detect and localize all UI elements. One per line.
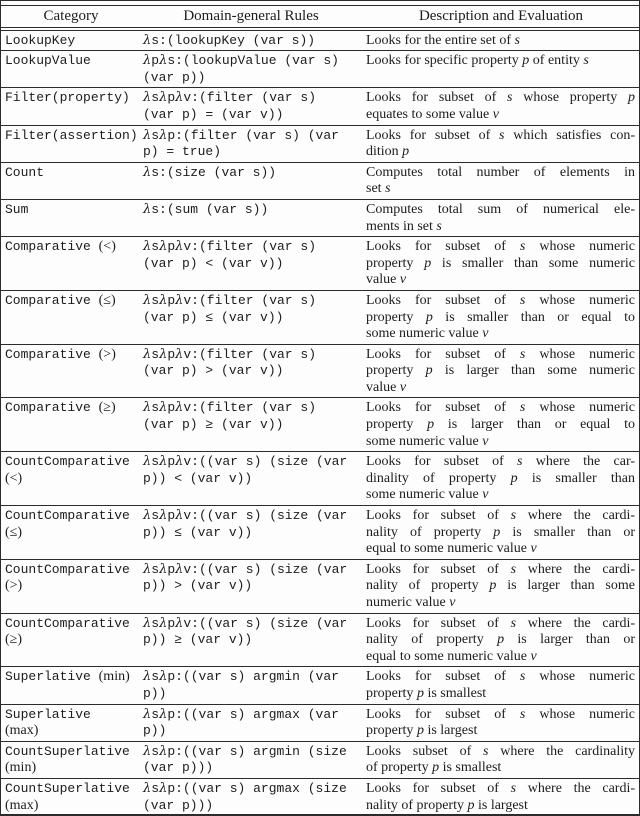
math-var: p: [628, 90, 635, 106]
category-code: CountComparative: [5, 615, 130, 631]
rules-cell: [141, 88, 361, 125]
table-row: [1, 88, 640, 125]
rules-cell: [141, 704, 361, 741]
category-code: Superlative: [5, 669, 91, 685]
math-var: p: [489, 578, 497, 594]
description-line: Looks for the entire set of s: [366, 32, 520, 48]
math-var: v: [482, 326, 489, 342]
lambda-symbol: λ: [143, 239, 152, 255]
description-line: Looks for subset of s whose numeric: [366, 292, 635, 308]
rules-cell: [141, 613, 361, 667]
description-cell: [361, 344, 640, 398]
math-var: s: [507, 90, 513, 106]
rule-line: p)) ≥ (var v)): [143, 632, 253, 648]
table-row: [1, 704, 640, 741]
lambda-symbol: λ: [143, 780, 152, 796]
description-line: value v: [366, 272, 407, 288]
description-line: ments in set s: [366, 218, 442, 234]
rules-cell: [141, 344, 361, 398]
description-cell: [361, 88, 640, 125]
description-line: equal to some numeric value v: [366, 541, 537, 557]
rule-line: λsλpλv:(filter (var s): [143, 292, 316, 308]
description-line: Looks for subset of s where the cardi-: [366, 561, 635, 577]
rules-cell: [141, 162, 361, 199]
lambda-symbol: λ: [143, 743, 152, 759]
table-row: [1, 290, 640, 344]
rule-line: λs:(lookupKey (var s)): [143, 32, 316, 48]
category-code: Superlative: [5, 706, 91, 722]
description-line: equates to some value v: [366, 106, 499, 122]
category-line: [5, 165, 139, 182]
lambda-symbol: λ: [175, 239, 184, 255]
lambda-symbol: λ: [143, 53, 152, 69]
rule-line: p)) > (var v)): [143, 578, 253, 594]
description-line: numeric value v: [366, 595, 456, 610]
rule-line: (var p))): [143, 760, 214, 776]
lambda-symbol: λ: [175, 90, 184, 106]
lambda-symbol: λ: [143, 400, 152, 416]
rules-cell: [141, 778, 361, 815]
category-line: [5, 723, 139, 740]
lambda-symbol: λ: [159, 508, 168, 524]
math-var: s: [483, 743, 489, 759]
math-var: v: [530, 648, 537, 664]
rules-cell: [141, 559, 361, 613]
description-cell: [361, 237, 640, 291]
description-cell: [361, 125, 640, 162]
category-note: (≤): [5, 524, 23, 540]
category-note: (≥): [98, 400, 116, 416]
description-line: nality of property p is larger than some: [366, 578, 635, 594]
math-var: p: [425, 309, 433, 325]
category-cell: [1, 88, 141, 125]
category-line: [5, 578, 139, 595]
category-cell: [1, 667, 141, 704]
rule-line: λsλp:((var s) argmax (var: [143, 706, 339, 722]
category-code: Comparative: [5, 239, 91, 255]
description-line: nality of property p is largest: [366, 797, 528, 813]
rule-line: (var p) > (var v)): [143, 363, 284, 379]
category-code: CountComparative: [5, 454, 130, 470]
table-row: [1, 51, 640, 88]
table-row: [1, 741, 640, 778]
category-code: Filter(assertion): [5, 127, 138, 143]
rule-line: λs:(sum (var s)): [143, 201, 269, 217]
category-line: [5, 508, 139, 525]
math-var: p: [522, 53, 530, 69]
math-var: v: [399, 379, 407, 395]
table-row: [1, 29, 640, 51]
category-cell: [1, 559, 141, 613]
math-var: s: [514, 32, 520, 48]
description-cell: [361, 741, 640, 778]
category-note: (<): [5, 470, 23, 486]
description-line: equal to some numeric value v: [366, 648, 537, 664]
category-cell: [1, 237, 141, 291]
rules-cell: [141, 398, 361, 452]
description-line: Looks for subset of s where the cardi-: [366, 615, 635, 631]
description-cell: [361, 162, 640, 199]
category-line: [5, 454, 139, 471]
col-header-description: Description and Evaluation: [361, 6, 640, 29]
rules-cell: [141, 452, 361, 506]
category-note: (>): [98, 346, 116, 362]
header-row: [1, 6, 640, 29]
lambda-symbol: λ: [159, 346, 168, 362]
description-line: Looks for subset of s whose property p: [366, 90, 635, 106]
table-row: [1, 613, 640, 667]
math-var: s: [436, 218, 442, 234]
category-cell: [1, 452, 141, 506]
table-row: [1, 667, 640, 704]
math-var: s: [583, 53, 589, 69]
category-note: (>): [5, 578, 23, 594]
lambda-symbol: λ: [143, 346, 152, 362]
category-cell: [1, 51, 141, 88]
description-line: value v: [366, 379, 407, 395]
rule-line: (var p) ≥ (var v)): [143, 417, 284, 433]
rules-cell: [141, 125, 361, 162]
category-code: Comparative: [5, 400, 91, 416]
table-row: [1, 778, 640, 815]
description-line: property p is smallest: [366, 685, 487, 701]
lambda-symbol: λ: [159, 90, 168, 106]
rule-line: λsλpλv:(filter (var s): [143, 239, 316, 255]
rules-cell: [141, 506, 361, 560]
math-var: v: [482, 487, 489, 503]
rule-line: (var p) ≤ (var v)): [143, 309, 284, 325]
rules-cell: [141, 237, 361, 291]
description-line: Looks for subset of s whose numeric: [366, 400, 635, 416]
category-note: (max): [5, 723, 39, 739]
category-cell: [1, 704, 141, 741]
lambda-symbol: λ: [143, 127, 152, 143]
category-line: [5, 293, 139, 310]
category-line: [5, 128, 139, 145]
lambda-symbol: λ: [143, 201, 152, 217]
lambda-symbol: λ: [143, 615, 152, 631]
lambda-symbol: λ: [159, 454, 168, 470]
category-line: [5, 760, 139, 777]
description-cell: [361, 704, 640, 741]
category-cell: [1, 398, 141, 452]
math-var: p: [425, 363, 433, 379]
category-line: [5, 239, 139, 256]
math-var: p: [424, 255, 432, 271]
description-line: Looks for subset of s whose numeric: [366, 239, 635, 255]
category-cell: [1, 162, 141, 199]
rule-line: λsλp:((var s) argmin (size: [143, 743, 347, 759]
category-cell: [1, 613, 141, 667]
category-cell: [1, 778, 141, 815]
rule-line: p)) ≤ (var v)): [143, 524, 253, 540]
rules-table: [1, 6, 640, 815]
description-line: some numeric value v: [366, 326, 489, 342]
rule-line: λsλp:((var s) argmax (size: [143, 780, 347, 796]
category-note: (min): [5, 760, 37, 776]
category-code: Comparative: [5, 346, 91, 362]
lambda-symbol: λ: [159, 292, 168, 308]
category-line: [5, 33, 139, 50]
description-line: Looks for subset of s which satisfies con-: [366, 127, 635, 143]
math-var: s: [519, 346, 526, 362]
description-line: Looks for subset of s whose numeric: [366, 346, 635, 362]
math-var: v: [482, 433, 489, 449]
rules-cell: [141, 51, 361, 88]
math-var: p: [432, 760, 440, 776]
table-row: [1, 398, 640, 452]
category-note: (min): [98, 669, 130, 685]
rules-cell: [141, 29, 361, 51]
description-cell: [361, 29, 640, 51]
lambda-symbol: λ: [143, 90, 152, 106]
lambda-symbol: λ: [175, 400, 184, 416]
rule-line: p) = true): [143, 144, 222, 160]
table-row: [1, 162, 640, 199]
rule-line: λsλp:(filter (var s) (var: [143, 127, 339, 143]
math-var: p: [493, 524, 501, 540]
lambda-symbol: λ: [159, 127, 168, 143]
description-line: Looks for specific property p of entity s: [366, 53, 589, 69]
description-line: Looks for subset of s whose numeric: [366, 706, 635, 722]
category-code: LookupValue: [5, 53, 91, 69]
math-var: s: [519, 239, 526, 255]
lambda-symbol: λ: [159, 743, 168, 759]
table-row: [1, 344, 640, 398]
table-body: [1, 29, 640, 816]
description-line: Computes total number of elements in: [366, 164, 635, 180]
rules-cell: [141, 741, 361, 778]
lambda-symbol: λ: [175, 561, 184, 577]
description-cell: [361, 506, 640, 560]
description-line: nality of property p is smaller than or: [366, 524, 635, 540]
lambda-symbol: λ: [159, 780, 168, 796]
category-code: CountSuperlative: [5, 743, 130, 759]
math-var: p: [416, 723, 424, 739]
description-cell: [361, 559, 640, 613]
category-note: (≥): [5, 632, 23, 648]
description-line: property p is smaller than some numeric: [366, 255, 635, 271]
category-line: [5, 53, 139, 70]
math-var: s: [510, 561, 517, 577]
category-code: LookupKey: [5, 32, 76, 48]
rules-cell: [141, 199, 361, 236]
lambda-symbol: λ: [143, 292, 152, 308]
rule-line: λsλpλv:((var s) (size (var: [143, 561, 348, 577]
rule-line: (var p) < (var v)): [143, 255, 284, 271]
math-var: s: [519, 400, 526, 416]
description-cell: [361, 452, 640, 506]
rule-line: λsλpλv:((var s) (size (var: [143, 615, 348, 631]
category-cell: [1, 506, 141, 560]
description-line: Looks for subset of s where the car-: [366, 454, 635, 470]
rules-cell: [141, 667, 361, 704]
description-cell: [361, 613, 640, 667]
col-header-category: Category: [1, 6, 141, 29]
category-line: [5, 562, 139, 579]
description-line: some numeric value v: [366, 433, 489, 449]
description-line: dition p: [366, 144, 410, 160]
rule-line: λsλpλv:(filter (var s): [143, 346, 316, 362]
category-line: [5, 669, 139, 686]
description-line: Computes total sum of numerical ele-: [366, 201, 635, 217]
math-var: s: [510, 508, 517, 524]
lambda-symbol: λ: [175, 292, 184, 308]
lambda-symbol: λ: [143, 454, 152, 470]
category-code: Filter(property): [5, 90, 130, 106]
math-var: p: [402, 144, 410, 160]
description-cell: [361, 199, 640, 236]
lambda-symbol: λ: [143, 706, 152, 722]
lambda-symbol: λ: [143, 508, 152, 524]
lambda-symbol: λ: [159, 561, 168, 577]
rule-line: (var p)): [143, 69, 206, 85]
math-var: v: [449, 595, 456, 610]
table-row: [1, 125, 640, 162]
math-var: p: [510, 470, 518, 486]
description-line: property p is larger than some numeric: [366, 363, 635, 379]
description-line: property p is largest: [366, 723, 478, 739]
category-line: [5, 744, 139, 761]
math-var: p: [497, 632, 505, 648]
category-line: [5, 525, 139, 542]
description-line: of property p is smallest: [366, 760, 502, 776]
lambda-symbol: λ: [159, 53, 168, 69]
category-cell: [1, 741, 141, 778]
category-line: [5, 202, 139, 219]
table-row: [1, 452, 640, 506]
rule-line: λsλp:((var s) argmin (var: [143, 669, 339, 685]
description-line: set s: [366, 181, 391, 197]
description-cell: [361, 667, 640, 704]
lambda-symbol: λ: [143, 669, 152, 685]
rule-line: λs:(size (var s)): [143, 164, 277, 180]
lambda-symbol: λ: [159, 669, 168, 685]
math-var: v: [492, 106, 499, 122]
category-code: CountComparative: [5, 561, 130, 577]
description-line: property p is smaller than or equal to: [366, 309, 635, 325]
description-cell: [361, 778, 640, 815]
category-line: [5, 798, 139, 815]
lambda-symbol: λ: [143, 164, 152, 180]
math-var: p: [416, 685, 424, 701]
math-var: p: [467, 797, 475, 813]
category-line: [5, 471, 139, 488]
math-var: s: [499, 127, 505, 143]
lambda-symbol: λ: [159, 239, 168, 255]
math-var: s: [517, 454, 523, 470]
rule-line: λpλs:(lookupValue (var s): [143, 53, 339, 69]
category-line: [5, 707, 139, 724]
lambda-symbol: λ: [143, 32, 152, 48]
category-line: [5, 632, 139, 649]
category-line: [5, 347, 139, 364]
category-cell: [1, 125, 141, 162]
math-var: s: [385, 181, 391, 197]
rule-line: λsλpλv:((var s) (size (var: [143, 454, 348, 470]
description-line: Looks for subset of s where the cardi-: [366, 780, 635, 796]
lambda-symbol: λ: [159, 706, 168, 722]
category-code: Comparative: [5, 292, 91, 308]
math-var: s: [519, 292, 526, 308]
rule-line: (var p) = (var v)): [143, 106, 284, 122]
category-note: (<): [98, 239, 116, 255]
lambda-symbol: λ: [175, 346, 184, 362]
category-line: [5, 781, 139, 798]
category-note: (≤): [98, 292, 116, 308]
description-cell: [361, 290, 640, 344]
rules-cell: [141, 290, 361, 344]
table-row: [1, 506, 640, 560]
math-var: s: [519, 669, 526, 685]
rule-line: p)): [143, 685, 167, 701]
rule-line: λsλpλv:(filter (var s): [143, 400, 316, 416]
category-line: [5, 90, 139, 107]
math-var: v: [530, 541, 537, 557]
description-line: Looks subset of s where the cardinality: [366, 743, 635, 759]
description-line: nality of property p is larger than or: [366, 632, 635, 648]
rule-line: p)) < (var v)): [143, 470, 253, 486]
table-row: [1, 559, 640, 613]
category-cell: [1, 344, 141, 398]
lambda-symbol: λ: [143, 561, 152, 577]
description-cell: [361, 398, 640, 452]
rule-line: (var p))): [143, 797, 214, 813]
description-line: some numeric value v: [366, 487, 489, 503]
math-var: s: [519, 706, 526, 722]
table-row: [1, 199, 640, 236]
description-cell: [361, 51, 640, 88]
description-line: property p is larger than or equal to: [366, 417, 635, 433]
category-code: CountSuperlative: [5, 780, 130, 796]
category-cell: [1, 290, 141, 344]
table-header: [1, 6, 640, 29]
description-line: dinality of property p is smaller than: [366, 470, 635, 486]
category-code: Count: [5, 164, 45, 180]
category-cell: [1, 199, 141, 236]
category-cell: [1, 29, 141, 51]
category-note: (max): [5, 797, 39, 813]
lambda-symbol: λ: [175, 508, 184, 524]
lambda-symbol: λ: [175, 615, 184, 631]
lambda-symbol: λ: [175, 454, 184, 470]
description-line: Looks for subset of s where the cardi-: [366, 508, 635, 524]
rule-line: p)): [143, 723, 167, 739]
math-var: s: [510, 615, 517, 631]
category-code: CountComparative: [5, 508, 130, 524]
description-line: Looks for subset of s whose numeric: [366, 669, 635, 685]
math-var: v: [399, 272, 407, 288]
table-row: [1, 237, 640, 291]
rule-line: λsλpλv:((var s) (size (var: [143, 508, 348, 524]
category-code: Sum: [5, 201, 29, 217]
col-header-rules: Domain-general Rules: [141, 6, 361, 29]
category-line: [5, 616, 139, 633]
rule-line: λsλpλv:(filter (var s): [143, 90, 316, 106]
math-var: p: [427, 417, 435, 433]
category-line: [5, 400, 139, 417]
math-var: s: [510, 780, 517, 796]
lambda-symbol: λ: [159, 400, 168, 416]
lambda-symbol: λ: [159, 615, 168, 631]
